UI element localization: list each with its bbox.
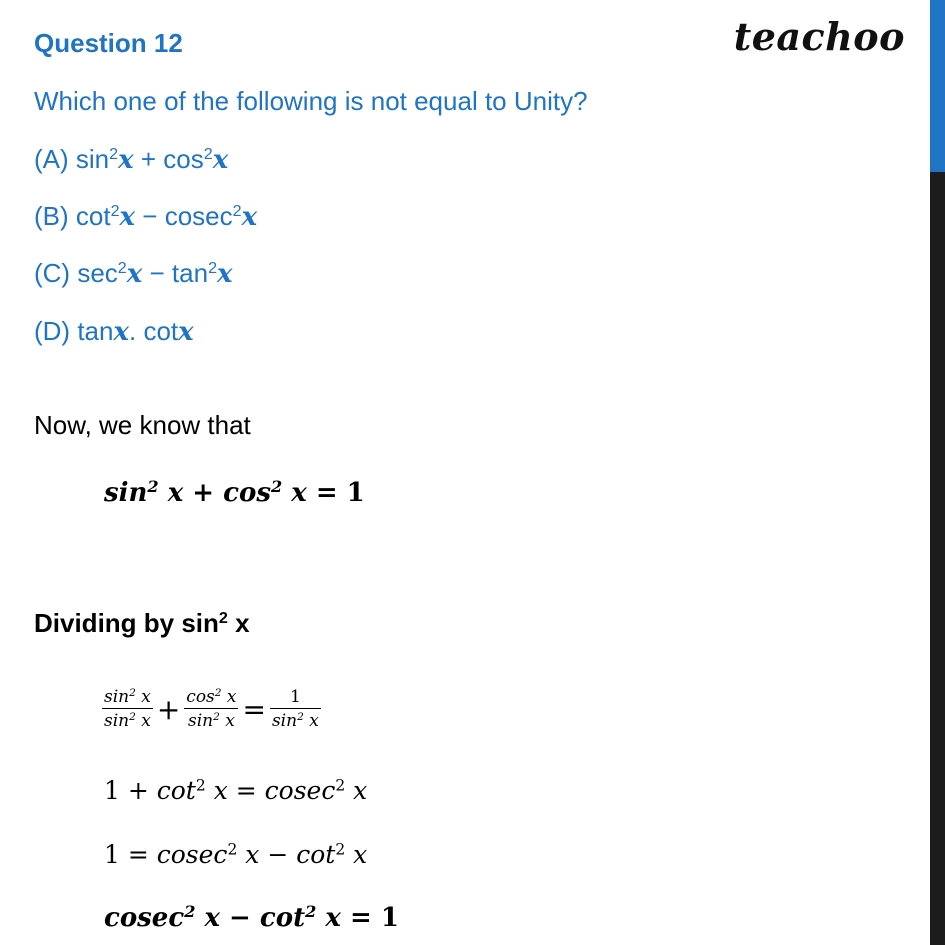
- option-c: (C) $\sec^2x - \tan^2x$: [34, 258, 233, 289]
- fraction-3: $\frac{1}{\sin^2 x}$: [271, 687, 319, 731]
- progress-thumb: [930, 0, 945, 172]
- question-title: Question 12: [34, 28, 183, 58]
- step-2-equation: 1 = cosec$^2$ $x - \cot^2 x$: [104, 840, 368, 869]
- option-b: (B) $\cot^2x - cosec^2x$: [34, 201, 258, 232]
- solution-intro: Now, we know that: [34, 410, 251, 440]
- question-prompt: Which one of the following is not equal to Unity?: [34, 86, 588, 116]
- step-1-equation: $1 + \cot^2 x = cosec^2$ x: [104, 776, 368, 805]
- fraction-equation: $\frac{\sin^2 x}{\sin^2 x}$ + $\frac{\cos^2 x}{\sin^2 x}$ = $\frac{1}{\sin^2 x}$: [104, 687, 319, 731]
- identity-equation: $\sin^2 x + \cos^2 x = 1$: [104, 477, 365, 508]
- fraction-1: $\frac{\sin^2 x}{\sin^2 x}$: [104, 687, 151, 731]
- option-a: (A) $\sin^2x + \cos^2x$: [34, 144, 229, 175]
- fraction-2: $\frac{\cos^2 x}{\sin^2 x}$: [186, 687, 237, 731]
- final-equation: cosec$^2$ $x - \cot^2 x = 1$: [104, 902, 399, 933]
- dividing-heading: Dividing by $\sin^2 x$: [34, 608, 250, 638]
- option-d: (D) tanx. cotx: [34, 316, 194, 347]
- teachoo-logo: teachoo: [733, 14, 905, 59]
